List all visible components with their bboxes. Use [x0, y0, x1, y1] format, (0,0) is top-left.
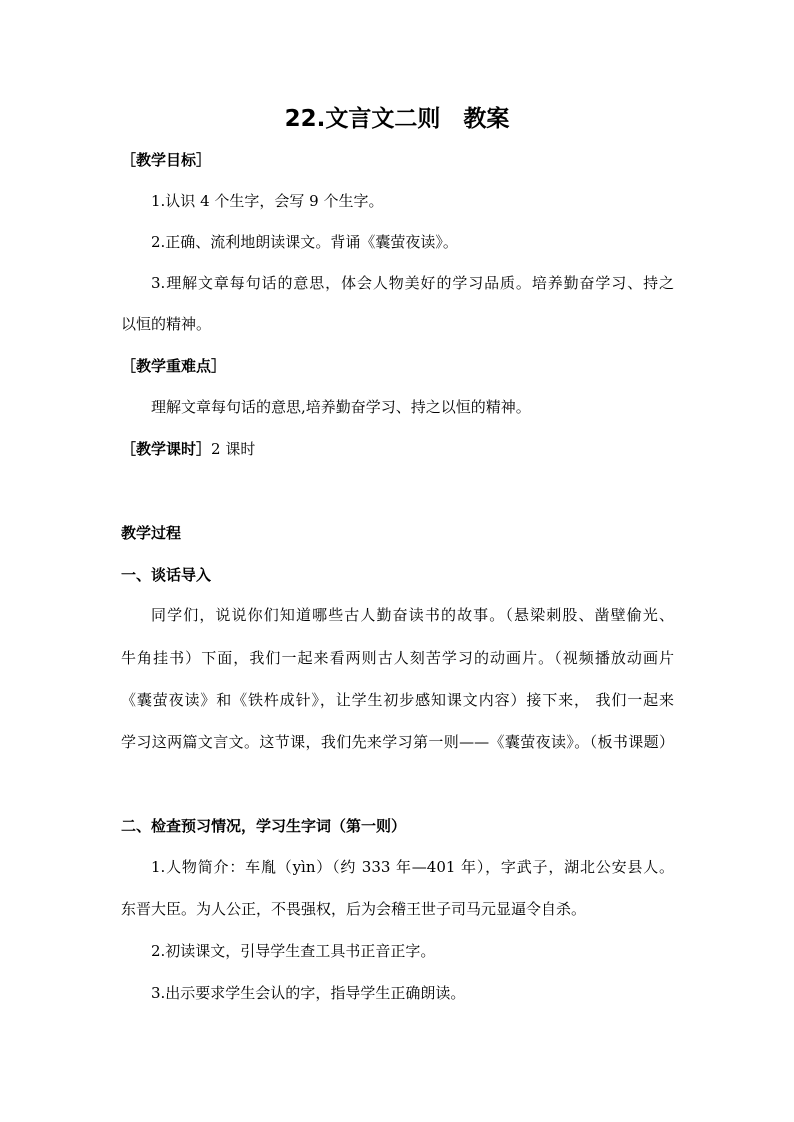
document-title: 22.文言文二则 教案 — [284, 106, 510, 132]
section2-line-4: 3.出示要求学生会认的字，指导学生正确朗读。 — [151, 984, 466, 1002]
hours-heading: ［教学课时］ — [121, 440, 212, 458]
section1-line-4: 学习这两篇文言文。这节课，我们先来学习第一则——《囊萤夜读》。（板书课题） — [121, 733, 674, 751]
section2-heading: 二、检查预习情况，学习生字词（第一则） — [121, 817, 407, 835]
hours-value: 2 课时 — [211, 440, 256, 458]
section2-line-2: 东晋大臣。为人公正，不畏强权，后为会稽王世子司马元显逼令自杀。 — [121, 900, 587, 918]
section1-heading: 一、谈话导入 — [121, 566, 212, 584]
objective-item-3: 3.理解文章每句话的意思，体会人物美好的学习品质。培养勤奋学习、持之 — [151, 274, 674, 292]
key-points-heading: ［教学重难点］ — [121, 357, 227, 375]
objective-item-1: 1.认识 4 个生字，会写 9 个生字。 — [151, 192, 384, 210]
section1-line-3: 《囊萤夜读》和《铁杵成针》，让学生初步感知课文内容）接下来， 我们一起来 — [121, 691, 674, 709]
objectives-heading: ［教学目标］ — [121, 151, 212, 169]
teaching-hours — [121, 439, 255, 459]
objective-item-3-continued: 以恒的精神。 — [121, 315, 212, 333]
process-heading: 教学过程 — [121, 524, 182, 542]
key-points-text: 理解文章每句话的意思,培养勤奋学习、持之以恒的精神。 — [151, 398, 531, 416]
section1-line-1: 同学们，说说你们知道哪些古人勤奋读书的故事。（悬梁刺股、凿壁偷光、 — [151, 606, 674, 624]
section1-line-2: 牛角挂书）下面，我们一起来看两则古人刻苦学习的动画片。（视频播放动画片 — [121, 649, 674, 667]
objective-item-2: 2.正确、流利地朗读课文。背诵《囊萤夜读》。 — [151, 233, 458, 251]
section2-line-1: 1.人物简介：车胤（yìn）（约 333 年—401 年），字武子，湖北公安县人。 — [151, 858, 674, 876]
section2-line-3: 2.初读课文，引导学生查工具书正音正字。 — [151, 942, 436, 960]
